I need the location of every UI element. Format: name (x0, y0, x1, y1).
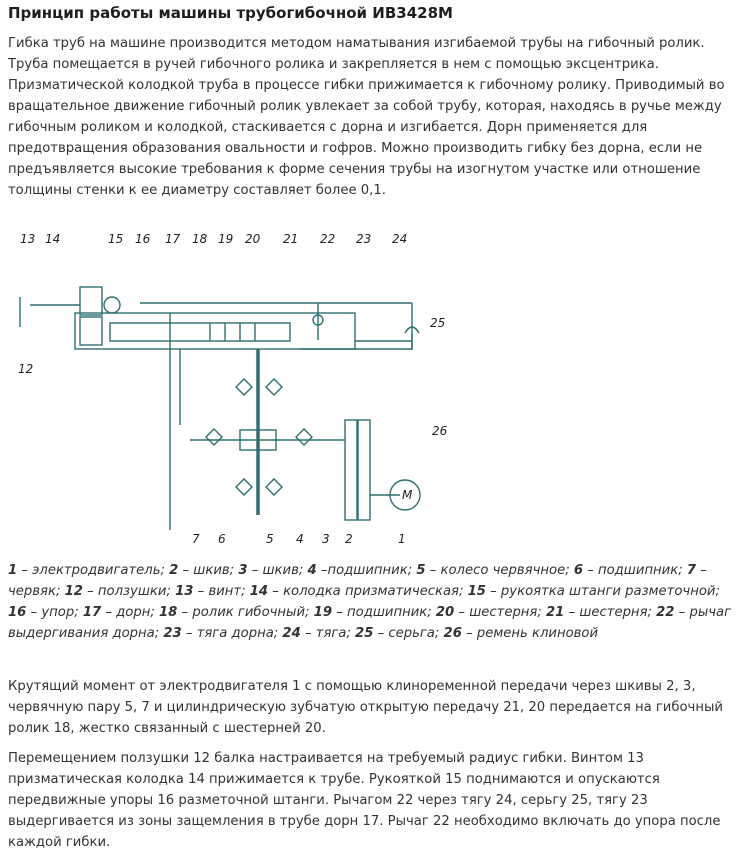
diagram-label: 20 (245, 232, 261, 246)
legend-text: – подшипник; (332, 605, 436, 620)
torque-paragraph: Крутящий момент от электродвигателя 1 с помощью клиноременной передачи через шкивы 2, 3, червячную пару 5, 7 и цилиндрическую зубчатую открытую передачу 21, 20 передается на гибочный ролик 18, жестко связанный с шестерней 20. (8, 679, 723, 736)
intro-paragraph: Гибка труб на машине производится методом наматывания изгибаемой трубы на гибочный ролик. Труба помещается в ручей гибочного ролика и закрепляется в нем с помощью эксцентрика. Призматической колодкой труба в процессе гибки прижимается к гибочному ролику. Приводимый во вращательное движение гибочный ролик увлекает за собой трубу, которая, находясь в ручье между гибочным роликом и колодкой, стаскивается с дорна и изгибается. Дорн применяется для предотвращения образования овальности и гофров. Можно производить гибку без дорна, если не предъявляется высокие требования к форме сечения трубы на изогнутом участке или отношение толщины стенки к ее диаметру составляет более 0,1. (8, 36, 725, 198)
diagram-label: 19 (218, 232, 234, 246)
diagram-label: 5 (266, 532, 274, 546)
legend-text: – колодка призматическая; (268, 584, 468, 599)
legend-text: – упор; (26, 605, 83, 620)
legend-text: – серьга; (373, 626, 444, 641)
legend-text: – винт; (193, 584, 250, 599)
legend-num: 4 (307, 563, 317, 578)
legend-text: – электродвигатель; (17, 563, 170, 578)
legend-text: –подшипник; (316, 563, 417, 578)
legend-text: – ползушки; (82, 584, 176, 599)
legend-num: 13 (175, 584, 194, 599)
motor-symbol: M (402, 488, 413, 502)
legend-text: – шестерня; (564, 605, 657, 620)
legend-num: 2 (169, 563, 179, 578)
legend-num: 22 (656, 605, 675, 620)
legend-num: 12 (64, 584, 83, 599)
legend-text: – шкив; (178, 563, 239, 578)
legend-num: 15 (467, 584, 486, 599)
legend-paragraph (8, 560, 734, 644)
legend-num: 24 (282, 626, 301, 641)
diagram-label: 4 (296, 532, 304, 546)
legend-text: – шестерня; (454, 605, 546, 620)
legend-num: 5 (416, 563, 426, 578)
diagram-label: 14 (45, 232, 61, 246)
legend-num: 20 (435, 605, 455, 620)
kinematic-diagram (0, 225, 744, 555)
legend-text: – шкив; (247, 563, 308, 578)
legend-num: 25 (355, 626, 374, 641)
diagram-label: 13 (20, 232, 36, 246)
legend-num: 16 (8, 605, 27, 620)
legend-text: – колесо червячное; (425, 563, 574, 578)
legend-text: – рычаг выдергивания дорна; (8, 605, 732, 641)
diagram-label: 2 (345, 532, 353, 546)
diagram-label: 15 (108, 232, 124, 246)
adjustment-paragraph: Перемещением ползушки 12 балка настраивается на требуемый радиус гибки. Винтом 13 призматическая колодка 14 прижимается к трубе. Рукояткой 15 поднимаются и опускаются передвижные упоры 16 разметочной штанги. Рычагом 22 через тягу 24, серьгу 25, тягу 23 выдергивается из зоны защемления в трубе дорн 17. Рычаг 22 необходимо включать до упора после каждой гибки. (8, 751, 721, 850)
diagram-label: 3 (322, 532, 330, 546)
legend-text: – ремень клиновой (461, 626, 599, 641)
legend-num: 23 (163, 626, 182, 641)
legend-text: – подшипник; (583, 563, 687, 578)
legend-num: 19 (313, 605, 333, 620)
diagram-label: 24 (392, 232, 408, 246)
legend-text: – рукоятка штанги разметочной; (485, 584, 720, 599)
page-title: Принцип работы машины трубогибочной ИВ3428М (8, 4, 453, 22)
legend-num: 3 (238, 563, 248, 578)
legend-text: – ролик гибочный; (177, 605, 314, 620)
diagram-label: 26 (432, 424, 448, 438)
legend-num: 14 (249, 584, 269, 599)
diagram-label: 23 (356, 232, 372, 246)
bottom-labels (192, 532, 406, 546)
diagram-label: 6 (218, 532, 226, 546)
diagram-label: 7 (192, 532, 200, 546)
diagram-label: 16 (135, 232, 151, 246)
legend-text: – тяга; (300, 626, 356, 641)
diagram-label: 18 (192, 232, 208, 246)
legend-num: 17 (82, 605, 102, 620)
legend-num: 26 (443, 626, 462, 641)
legend-text: – дорн; (101, 605, 159, 620)
legend-text: – червяк; (8, 563, 707, 599)
diagram-label: 21 (283, 232, 299, 246)
diagram-label: 1 (398, 532, 406, 546)
diagram-label: 17 (165, 232, 181, 246)
legend-text: – тяга дорна; (181, 626, 283, 641)
legend-num: 6 (573, 563, 584, 578)
legend-num: 21 (546, 605, 565, 620)
top-labels (20, 232, 407, 246)
diagram-label: 25 (430, 316, 446, 330)
diagram-label: 22 (320, 232, 336, 246)
diagram-label: 12 (18, 362, 34, 376)
legend-num: 18 (159, 605, 178, 620)
legend-num: 7 (686, 563, 697, 578)
legend-num: 1 (8, 563, 18, 578)
